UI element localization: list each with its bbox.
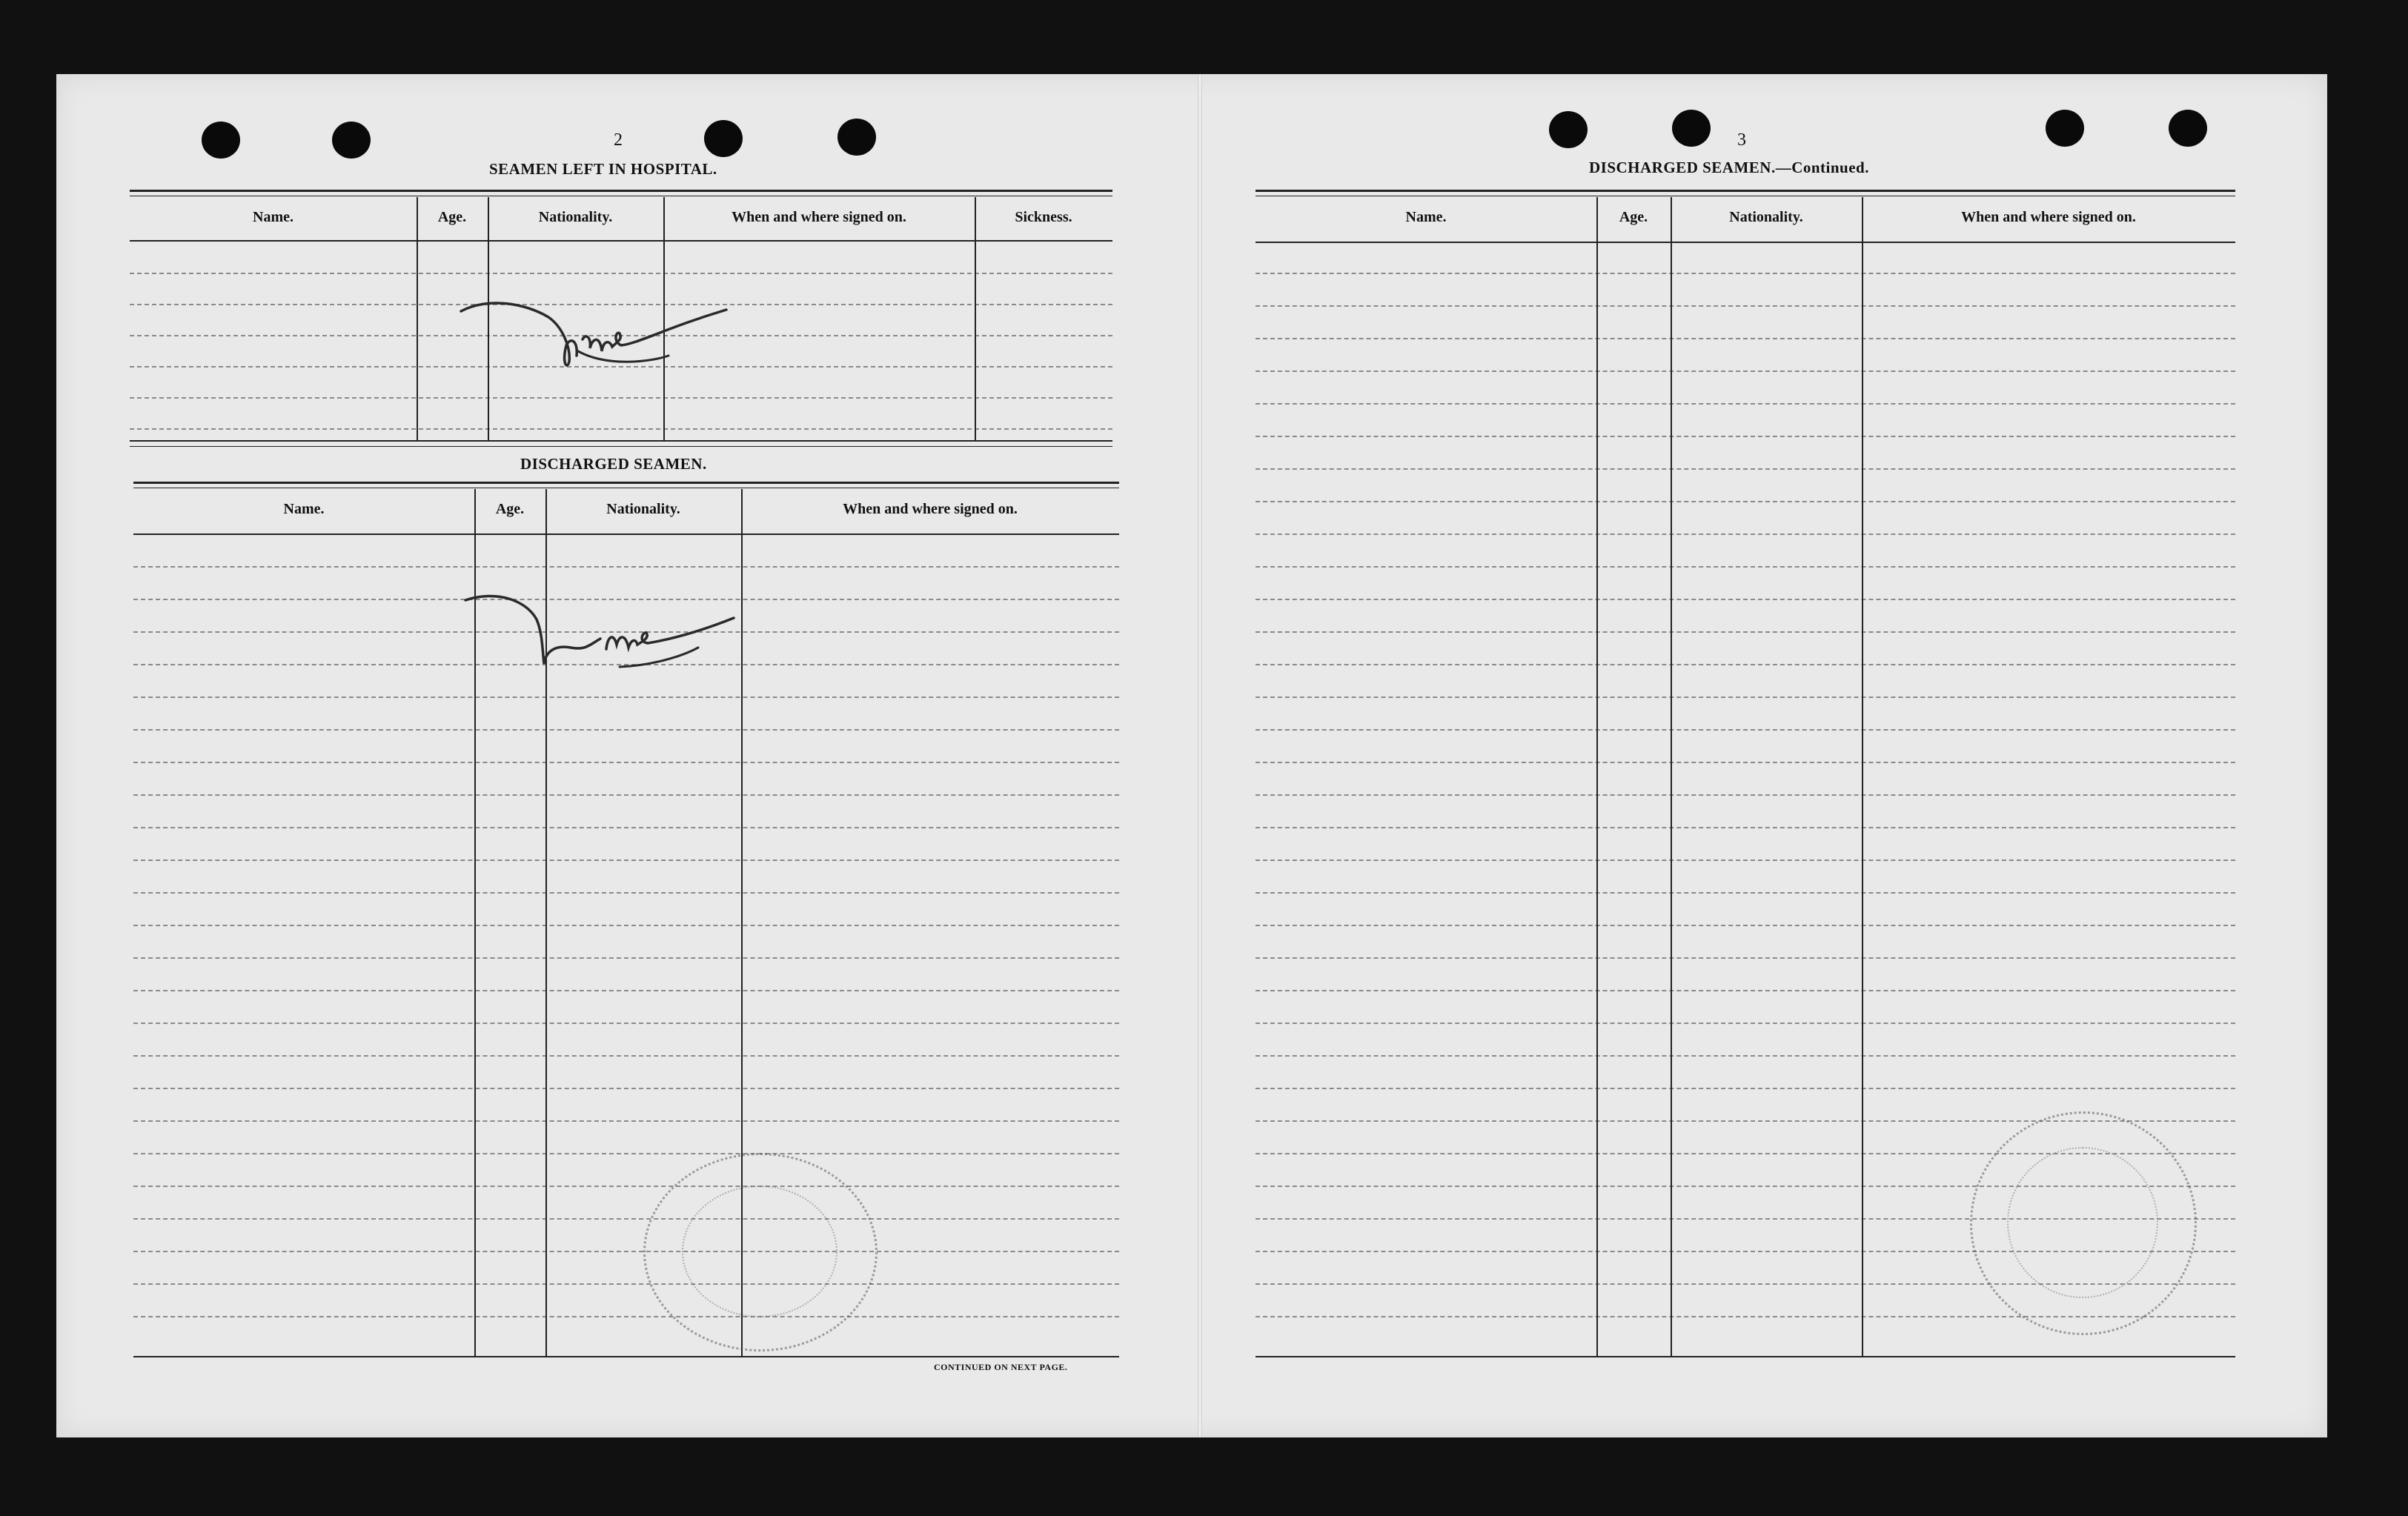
column-header-name: Name. — [253, 209, 293, 225]
official-stamp-ring — [682, 1186, 838, 1317]
column-header-nationality: Nationality. — [606, 501, 680, 517]
punch-hole — [1549, 111, 1588, 148]
column-header-nationality: Nationality. — [538, 209, 613, 225]
column-header-nationality: Nationality. — [1729, 209, 1803, 225]
punch-hole — [1672, 110, 1711, 147]
column-header-signed-on: When and where signed on. — [1961, 209, 2136, 225]
handwritten-none-entry — [445, 274, 741, 378]
column-header-age: Age. — [437, 209, 467, 225]
discharged-continued-title: DISCHARGED SEAMEN.—Continued. — [1589, 159, 1869, 176]
column-header-age: Age. — [1619, 209, 1648, 225]
page-number-right: 3 — [1737, 130, 1746, 150]
punch-hole — [202, 122, 240, 159]
column-header-name: Name. — [1405, 209, 1447, 225]
discharged-section-title: DISCHARGED SEAMEN. — [520, 455, 707, 473]
continued-note: CONTINUED ON NEXT PAGE. — [934, 1362, 1068, 1372]
punch-hole — [838, 119, 876, 156]
page-fold — [1198, 74, 1202, 1437]
column-header-sickness: Sickness. — [1015, 209, 1072, 225]
punch-hole — [2046, 110, 2084, 147]
column-header-name: Name. — [283, 501, 325, 517]
punch-hole — [2169, 110, 2207, 147]
column-header-signed-on: When and where signed on. — [732, 209, 906, 225]
punch-hole — [704, 120, 743, 157]
hospital-section-title: SEAMEN LEFT IN HOSPITAL. — [489, 160, 717, 178]
handwritten-none-entry — [460, 571, 741, 682]
column-header-age: Age. — [495, 501, 525, 517]
punch-hole — [332, 122, 371, 159]
official-stamp-ring — [2007, 1147, 2158, 1298]
page-number-left: 2 — [614, 130, 623, 150]
column-header-signed-on: When and where signed on. — [843, 501, 1018, 517]
